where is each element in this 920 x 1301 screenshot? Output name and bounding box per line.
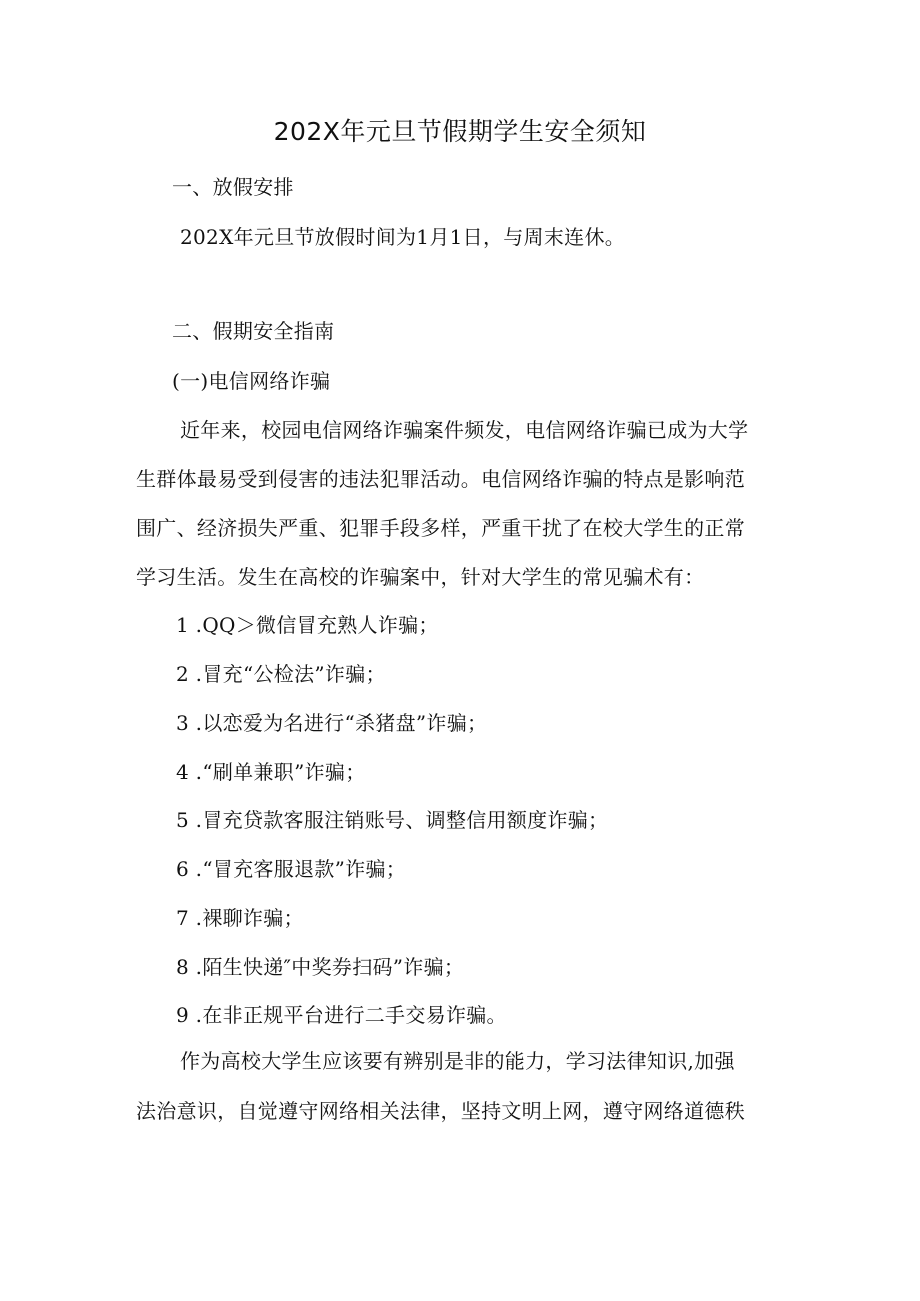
paragraph-line: 学习生活。发生在高校的诈骗案中，针对大学生的常见骗术有： [136, 565, 705, 589]
section-heading-2: 二、假期安全指南 [172, 319, 335, 343]
closing-line: 作为高校大学生应该要有辨别是非的能力，学习法律知识,加强 [180, 1049, 735, 1073]
document-title: 202X年元旦节假期学生安全须知 [273, 117, 647, 146]
list-item: 5 .冒充贷款客服注销账号、调整信用额度诈骗； [176, 808, 609, 832]
list-item: 2 .冒充“公检法”诈骗； [176, 662, 386, 686]
paragraph-line: 围广、经济损失严重、犯罪手段多样，严重干扰了在校大学生的正常 [136, 516, 745, 540]
list-item: 1 .QQ＞微信冒充熟人诈骗； [176, 613, 439, 637]
closing-line: 法治意识，自觉遵守网络相关法律，坚持文明上网，遵守网络道德秩 [136, 1099, 745, 1123]
paragraph-line: 生群体最易受到侵害的违法犯罪活动。电信网络诈骗的特点是影响范 [136, 467, 745, 491]
subsection-heading: (一)电信网络诈骗 [172, 369, 331, 393]
paragraph-line: 近年来，校园电信网络诈骗案件频发，电信网络诈骗已成为大学 [180, 418, 749, 442]
section-heading-1: 一、放假安排 [172, 175, 294, 199]
list-item: 7 .裸聊诈骗； [176, 906, 304, 930]
list-item: 9 .在非正规平台进行二手交易诈骗。 [176, 1003, 507, 1027]
list-item: 8 .陌生快递″中奖券扫码”诈骗； [176, 955, 465, 979]
list-item: 3 .以恋爱为名进行“杀猪盘”诈骗； [176, 711, 488, 735]
list-item: 6 .“冒充客服退款”诈骗； [176, 857, 407, 881]
list-item: 4 .“刷单兼职”诈骗； [176, 760, 366, 784]
section-1-text: 202X年元旦节放假时间为1月1日，与周末连休。 [180, 225, 626, 249]
